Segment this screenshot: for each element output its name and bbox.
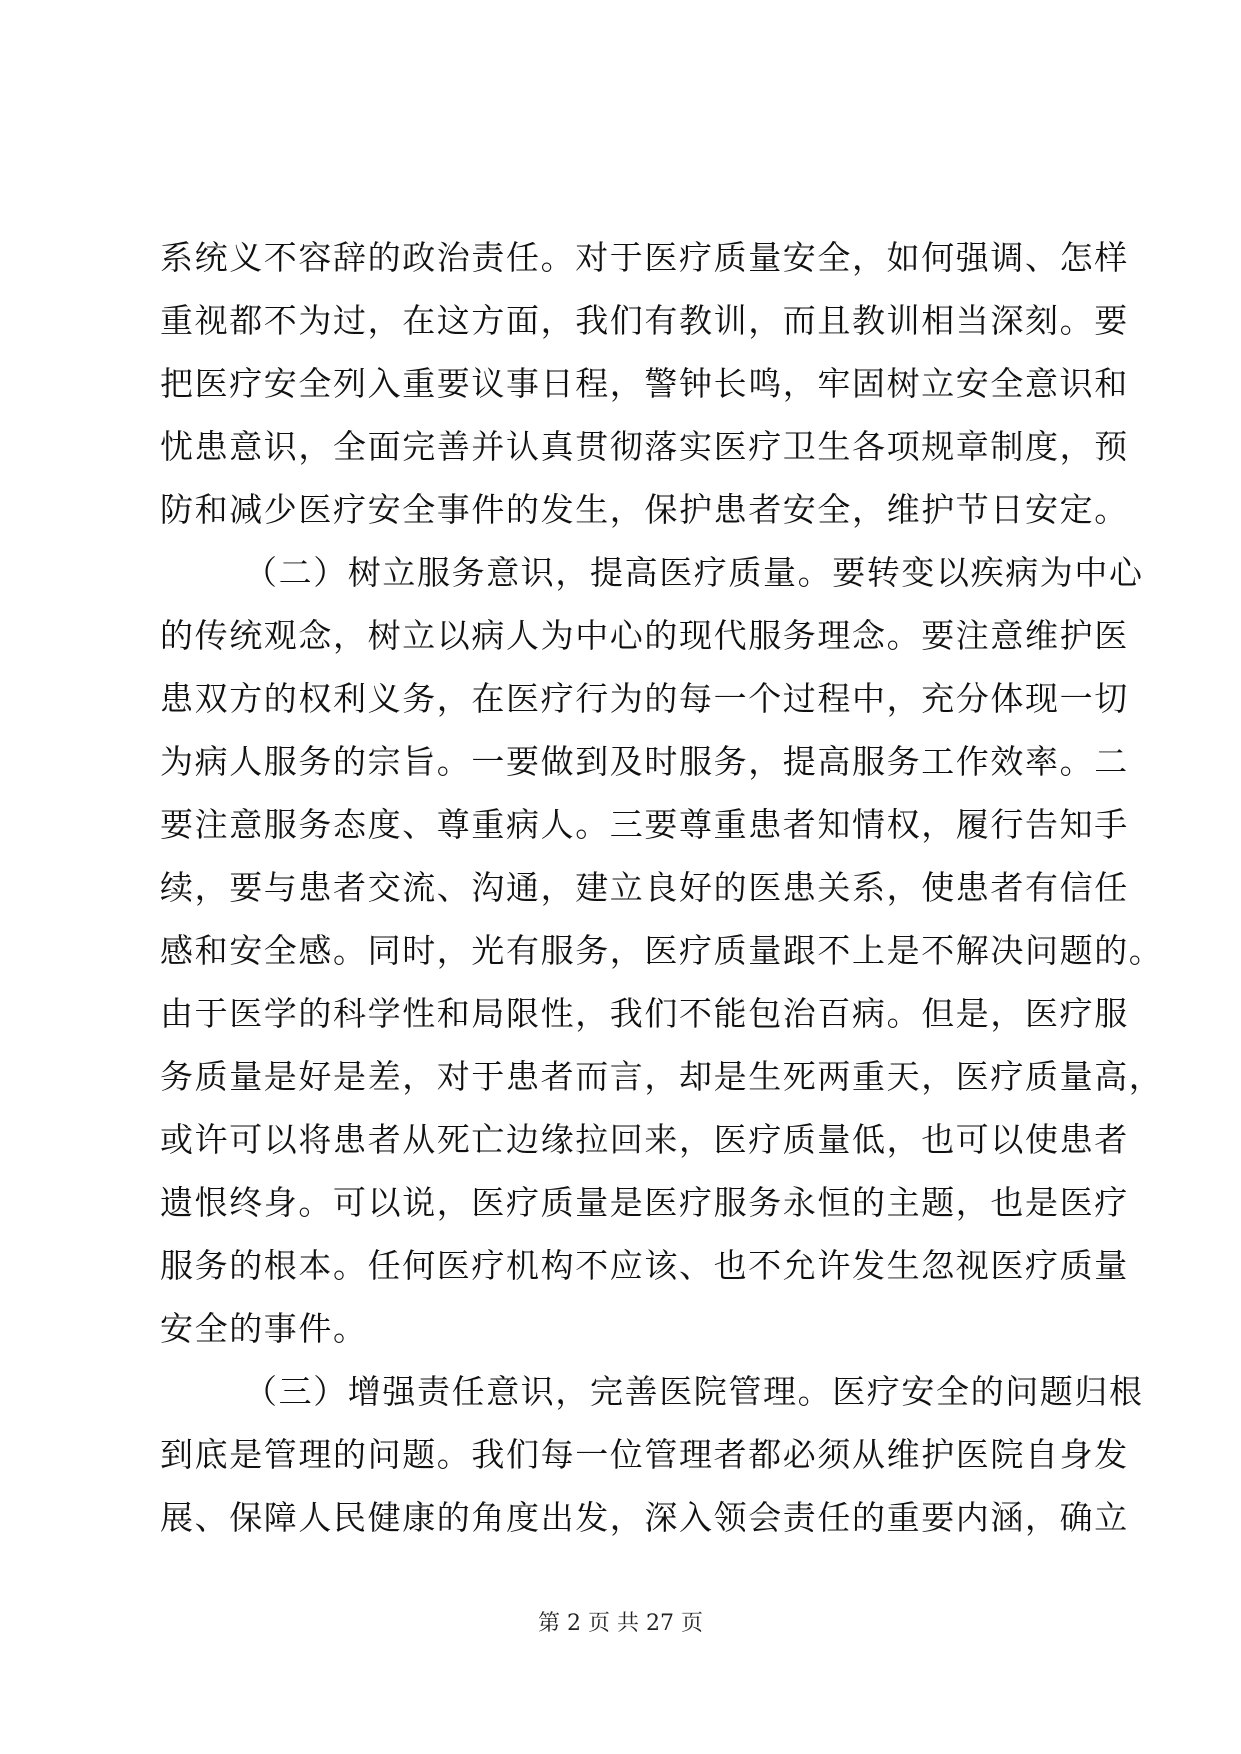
- text-line: 患双方的权利义务，在医疗行为的每一个过程中，充分体现一切: [160, 679, 1129, 718]
- text-line: 续，要与患者交流、沟通，建立良好的医患关系，使患者有信任: [160, 868, 1129, 907]
- text-line: 展、保障人民健康的角度出发，深入领会责任的重要内涵，确立: [160, 1498, 1129, 1537]
- text-line: （三）增强责任意识，完善医院管理。医疗安全的问题归根: [244, 1372, 1144, 1411]
- text-line: （二）树立服务意识，提高医疗质量。要转变以疾病为中心: [244, 553, 1144, 592]
- text-line: 到底是管理的问题。我们每一位管理者都必须从维护医院自身发: [160, 1435, 1129, 1474]
- text-line: 安全的事件。: [160, 1309, 368, 1348]
- text-line: 把医疗安全列入重要议事日程，警钟长鸣，牢固树立安全意识和: [160, 364, 1129, 403]
- text-line: 务质量是好是差，对于患者而言，却是生死两重天，医疗质量高，: [160, 1057, 1164, 1096]
- text-line: 感和安全感。同时，光有服务，医疗质量跟不上是不解决问题的。: [160, 931, 1164, 970]
- text-line: 防和减少医疗安全事件的发生，保护患者安全，维护节日安定。: [160, 490, 1129, 529]
- page-number-footer: 第 2 页 共 27 页: [538, 1611, 703, 1636]
- text-line: 系统义不容辞的政治责任。对于医疗质量安全，如何强调、怎样: [160, 238, 1129, 277]
- text-line: 忧患意识，全面完善并认真贯彻落实医疗卫生各项规章制度，预: [160, 427, 1129, 466]
- text-line: 由于医学的科学性和局限性，我们不能包治百病。但是，医疗服: [160, 994, 1129, 1033]
- text-line: 重视都不为过，在这方面，我们有教训，而且教训相当深刻。要: [160, 301, 1129, 340]
- text-line: 服务的根本。任何医疗机构不应该、也不允许发生忽视医疗质量: [160, 1246, 1129, 1285]
- document-body: [160, 226, 1164, 1549]
- text-line: 为病人服务的宗旨。一要做到及时服务，提高服务工作效率。二: [160, 742, 1129, 781]
- text-line: 的传统观念，树立以病人为中心的现代服务理念。要注意维护医: [160, 616, 1129, 655]
- text-line: 要注意服务态度、尊重病人。三要尊重患者知情权，履行告知手: [160, 805, 1129, 844]
- text-line: 遗恨终身。可以说，医疗质量是医疗服务永恒的主题，也是医疗: [160, 1183, 1129, 1222]
- text-line: 或许可以将患者从死亡边缘拉回来，医疗质量低，也可以使患者: [160, 1120, 1129, 1159]
